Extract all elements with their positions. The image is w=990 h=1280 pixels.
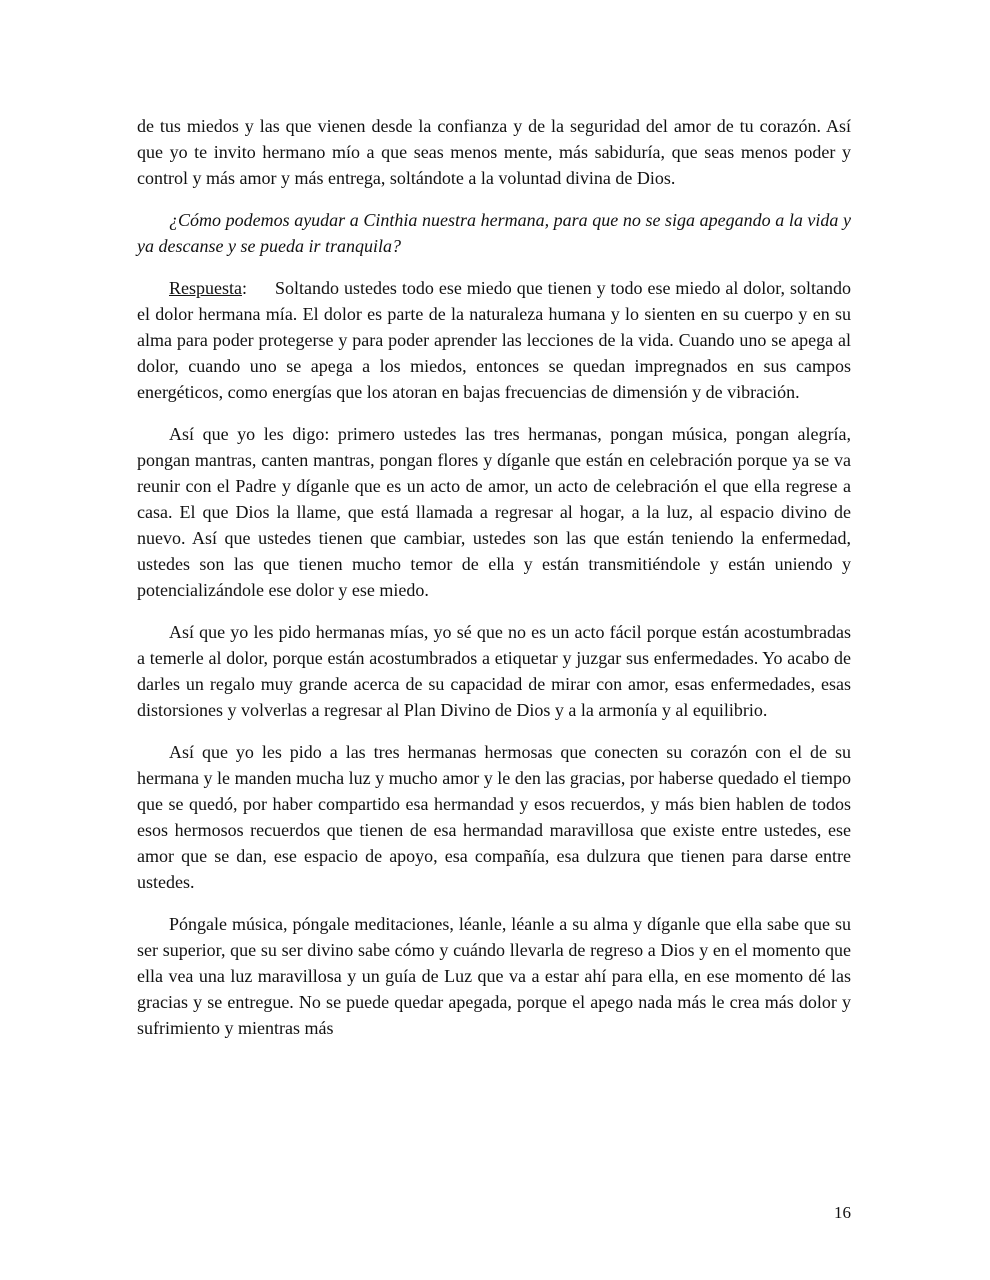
paragraph-music: Póngale música, póngale meditaciones, léanle, léanle a su alma y díganle que ella sabe que su ser superior, que su ser divino sabe cómo y cuándo llevarla de regreso a Dios y en el momento que ella vea una luz maravillosa y un guía de Luz que va a estar ahí para ella, en ese momento dé las gracias y se entregue. No se puede quedar apegada, porque el apego nada más le crea más dolor y sufrimiento y mientras más (137, 914, 851, 1038)
page-number: 16 (834, 1203, 851, 1222)
question-paragraph: ¿Cómo podemos ayudar a Cinthia nuestra hermana, para que no se siga apegando a la vida y ya descanse y se pueda ir tranquila? (137, 210, 851, 256)
paragraph-intro: de tus miedos y las que vienen desde la confianza y de la seguridad del amor de tu corazón. Así que yo te invito hermano mío a que seas menos mente, más sabiduría, que seas menos poder y control y más amor y más entrega, soltándote a la voluntad divina de Dios. (137, 116, 851, 188)
document-page (137, 113, 851, 1057)
answer-text: Soltando ustedes todo ese miedo que tienen y todo ese miedo al dolor, soltando el dolor hermana mía. El dolor es parte de la naturaleza humana y lo sienten en su cuerpo y en su alma para poder protegerse y para poder aprender las lecciones de la vida. Cuando uno se apega al dolor, cuando uno se apega a los miedos, entonces se quedan impregnados en sus campos energéticos, como energías que los atoran en bajas frecuencias de dimensión y de vibración. (137, 278, 851, 402)
paragraph-celebration: Así que yo les digo: primero ustedes las tres hermanas, pongan música, pongan alegría, pongan mantras, canten mantras, pongan flores y díganle que están en celebración porque ya se va reunir con el Padre y díganle que es un acto de amor, un acto de celebración el que ella regrese a casa. El que Dios la llame, que está llamada a regresar al hogar, a la luz, al espacio divino de nuevo. Así que ustedes tienen que cambiar, ustedes son las que están teniendo la enfermedad, ustedes son las que tienen mucho temor de ella y están transmitiéndole y están uniendo y potencializándole ese dolor y ese miedo. (137, 424, 851, 600)
paragraph-request: Así que yo les pido hermanas mías, yo sé que no es un acto fácil porque están acostumbradas a temerle al dolor, porque están acostumbrados a etiquetar y juzgar sus enfermedades. Yo acabo de darles un regalo muy grande acerca de su capacidad de mirar con amor, esas enfermedades, esas distorsiones y volverlas a regresar al Plan Divino de Dios y a la armonía y al equilibrio. (137, 622, 851, 720)
paragraph-sisters: Así que yo les pido a las tres hermanas hermosas que conecten su corazón con el de su hermana y le manden mucha luz y mucho amor y le den las gracias, por haberse quedado el tiempo que se quedó, por haber compartido esa hermandad y esos recuerdos, y más bien hablen de todos esos hermosos recuerdos que tienen de esa hermandad maravillosa que existe entre ustedes, ese amor que se dan, ese espacio de apoyo, esa compañía, esa dulzura que tienen para darse entre ustedes. (137, 742, 851, 892)
answer-paragraph (137, 275, 851, 405)
answer-label: Respuesta (169, 278, 242, 298)
answer-label-colon: : (241, 278, 247, 298)
